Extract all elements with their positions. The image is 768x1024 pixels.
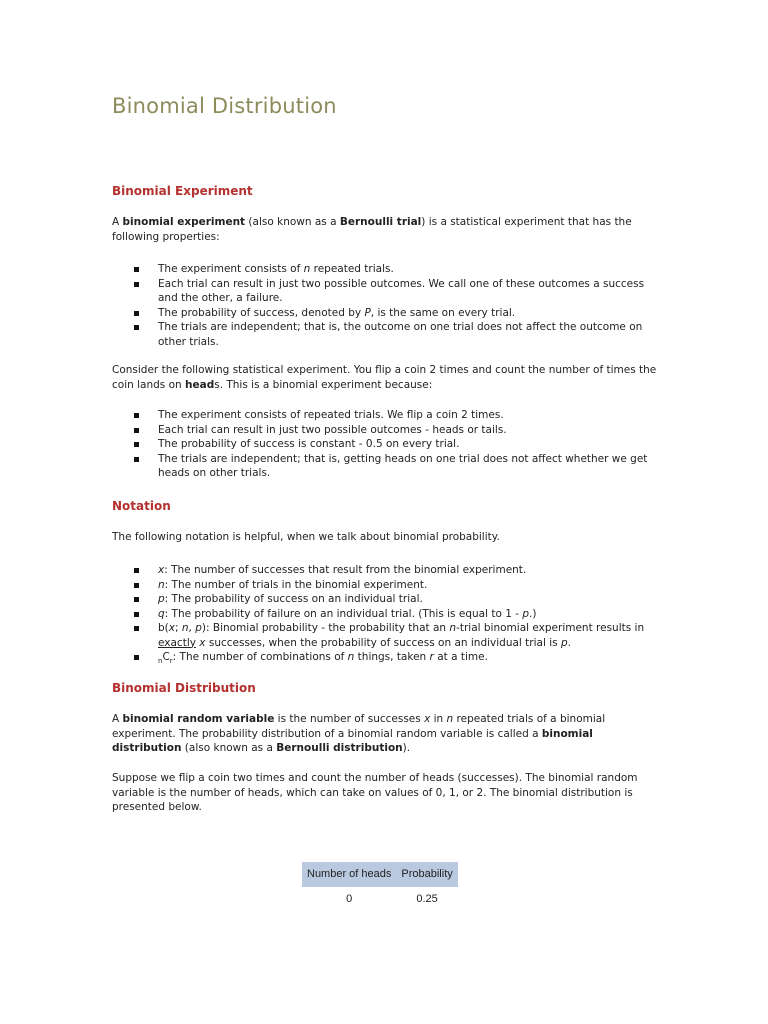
list-item: The trials are independent; that is, the outcome on one trial does not affect the outcome on other trials. bbox=[112, 320, 657, 349]
heading-binomial-experiment: Binomial Experiment bbox=[112, 184, 253, 198]
coin-flip-paragraph: Suppose we flip a coin two times and count the number of heads (successes). The binomial random variable is the number of heads, which can take on values of 0, 1, or 2. The binomial distribution is presented below. bbox=[112, 772, 638, 813]
intro-paragraph: A binomial experiment (also known as a Bernoulli trial) is a statistical experiment that has the following properties: bbox=[112, 216, 632, 243]
list-item: $_nC_r$: The number of combinations of n things, taken r at a time. bbox=[112, 650, 657, 665]
notation-list bbox=[112, 563, 657, 665]
list-item: b(x; n, p): Binomial probability - the probability that an n-trial binomial experiment results in exactly x successes, when the probability of success on an individual trial is p. bbox=[112, 621, 657, 650]
column-header-number-of-heads: Number of heads bbox=[302, 862, 396, 887]
list-item: Each trial can result in just two possible outcomes. We call one of these outcomes a success and the other, a failure. bbox=[112, 277, 657, 306]
list-item: Each trial can result in just two possible outcomes - heads or tails. bbox=[112, 423, 657, 438]
reasons-list bbox=[112, 408, 657, 481]
list-item: The experiment consists of n repeated trials. bbox=[112, 262, 657, 277]
list-item: The experiment consists of repeated trials. We flip a coin 2 times. bbox=[112, 408, 657, 423]
list-item: q: The probability of failure on an individual trial. (This is equal to 1 - p.) bbox=[112, 607, 657, 622]
table-row bbox=[302, 887, 458, 912]
list-item: The trials are independent; that is, getting heads on one trial does not affect whether we get heads on other trials. bbox=[112, 452, 657, 481]
list-item: p: The probability of success on an individual trial. bbox=[112, 592, 657, 607]
cell-number-of-heads: 0 bbox=[346, 892, 353, 905]
column-header-probability: Probability bbox=[396, 862, 457, 887]
example-paragraph: Consider the following statistical experiment. You flip a coin 2 times and count the number of times the coin lands on heads. This is a binomial experiment because: bbox=[112, 364, 657, 391]
list-item: n: The number of trials in the binomial experiment. bbox=[112, 578, 657, 593]
notation-intro: The following notation is helpful, when we talk about binomial probability. bbox=[112, 531, 500, 543]
list-item: The probability of success, denoted by P, is the same on every trial. bbox=[112, 306, 657, 321]
list-item: x: The number of successes that result from the binomial experiment. bbox=[112, 563, 657, 578]
properties-list bbox=[112, 262, 657, 349]
binomial-distribution-table bbox=[302, 862, 458, 911]
list-item: The probability of success is constant - 0.5 on every trial. bbox=[112, 437, 657, 452]
heading-notation: Notation bbox=[112, 499, 171, 513]
page-title: Binomial Distribution bbox=[112, 94, 337, 118]
heading-binomial-distribution: Binomial Distribution bbox=[112, 681, 256, 695]
table-header-row bbox=[302, 862, 458, 887]
cell-probability: 0.25 bbox=[416, 892, 438, 905]
distribution-paragraph: A binomial random variable is the number of successes x in n repeated trials of a binomial experiment. The probability distribution of a binomial random variable is called a binomial distribution (also known as a Bernoulli distribution). bbox=[112, 713, 606, 754]
